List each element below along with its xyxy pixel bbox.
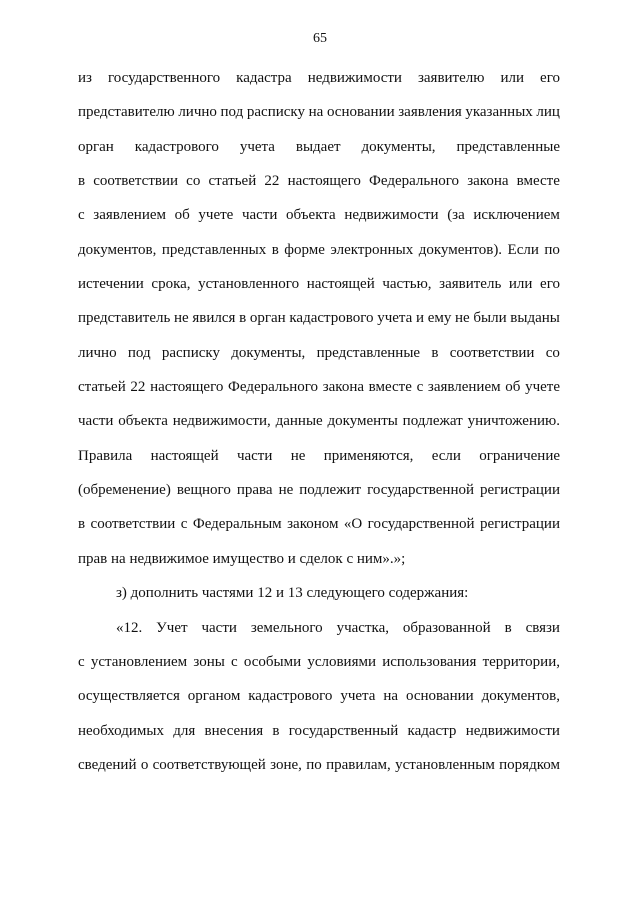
word: в bbox=[78, 516, 86, 533]
word: основании bbox=[326, 104, 395, 121]
word: недвижимости, bbox=[172, 413, 271, 430]
word: представителю bbox=[78, 104, 175, 121]
word: условиями bbox=[307, 653, 376, 670]
word: явился bbox=[192, 310, 236, 327]
page-number: 65 bbox=[313, 31, 327, 46]
word: подлежат bbox=[402, 413, 463, 430]
word: документы, bbox=[361, 138, 436, 155]
word: настоящего bbox=[287, 173, 361, 190]
word: документы bbox=[327, 413, 398, 430]
word: государственной bbox=[367, 516, 475, 533]
word: недвижимости bbox=[465, 722, 560, 739]
word: Правила bbox=[78, 447, 133, 464]
word: 22 bbox=[264, 173, 280, 190]
word: недвижимости bbox=[344, 207, 439, 224]
word: орган bbox=[249, 310, 286, 327]
word: представленные bbox=[456, 138, 560, 155]
word: на bbox=[383, 688, 399, 705]
text-line bbox=[78, 267, 560, 301]
word: его bbox=[540, 276, 560, 293]
word: для bbox=[173, 722, 196, 739]
word: документов, bbox=[481, 688, 560, 705]
word: лично bbox=[78, 344, 117, 361]
word: Учет bbox=[156, 619, 188, 636]
word: ограничение bbox=[479, 447, 560, 464]
word: на bbox=[308, 104, 324, 121]
text-line bbox=[78, 714, 560, 748]
word: части bbox=[236, 447, 273, 464]
word: внесения bbox=[204, 722, 264, 739]
word: зоне, bbox=[270, 756, 302, 773]
word: представленные bbox=[316, 344, 421, 361]
word: расписку bbox=[246, 104, 305, 121]
word: были bbox=[473, 310, 507, 327]
word: с bbox=[416, 379, 424, 396]
word: не bbox=[455, 310, 470, 327]
text-line bbox=[78, 473, 560, 507]
word: статьей bbox=[208, 173, 257, 190]
word: установленным bbox=[395, 756, 495, 773]
word: в bbox=[272, 722, 280, 739]
word: использования bbox=[382, 653, 477, 670]
text-line bbox=[78, 198, 560, 232]
word: по bbox=[306, 756, 322, 773]
word: применяются, bbox=[323, 447, 414, 464]
word: или bbox=[500, 70, 525, 86]
word: заявителю bbox=[417, 70, 485, 86]
word: права bbox=[236, 482, 273, 499]
word: из bbox=[78, 70, 92, 86]
word: заявления bbox=[398, 104, 462, 121]
text-line bbox=[78, 748, 560, 782]
word: учете bbox=[525, 379, 560, 396]
word: не bbox=[290, 447, 306, 464]
word: лично bbox=[178, 104, 217, 121]
word: «О bbox=[343, 516, 363, 533]
word: с bbox=[180, 516, 188, 533]
word: документы, bbox=[231, 344, 306, 361]
word: порядком bbox=[499, 756, 560, 773]
word: части bbox=[78, 413, 114, 430]
word: особыми bbox=[243, 653, 302, 670]
word: заявлением bbox=[93, 207, 167, 224]
word: документов, bbox=[78, 241, 157, 258]
word: срока, bbox=[151, 276, 191, 293]
word: электронных bbox=[330, 241, 414, 258]
word: Федерального bbox=[369, 173, 460, 190]
word: необходимых bbox=[78, 722, 164, 739]
word: по bbox=[544, 241, 560, 258]
word: кадастрового bbox=[134, 138, 219, 155]
word: органом bbox=[187, 688, 241, 705]
word: под bbox=[220, 104, 244, 121]
word: не bbox=[174, 310, 189, 327]
word: государственной bbox=[367, 482, 474, 499]
text-line bbox=[78, 233, 560, 267]
text-line bbox=[78, 130, 560, 164]
text-line bbox=[78, 95, 560, 129]
word: со bbox=[186, 173, 201, 190]
text-line bbox=[78, 542, 560, 576]
word: кадастрового bbox=[289, 310, 374, 327]
word: закона bbox=[322, 379, 365, 396]
word: указанных bbox=[465, 104, 533, 121]
word: части bbox=[201, 619, 237, 636]
word: настоящей bbox=[150, 447, 219, 464]
word: установленного bbox=[198, 276, 300, 293]
word: объекта bbox=[118, 413, 168, 430]
word: в bbox=[78, 173, 86, 190]
word: части bbox=[241, 207, 278, 224]
word: с bbox=[231, 653, 238, 670]
word: соответствии bbox=[449, 344, 535, 361]
word: вещного bbox=[176, 482, 231, 499]
text-line bbox=[78, 507, 560, 541]
word: Федеральным bbox=[192, 516, 282, 533]
word: не bbox=[278, 482, 294, 499]
word: «12. bbox=[116, 619, 143, 636]
word: с bbox=[78, 653, 85, 670]
text-line bbox=[78, 301, 560, 335]
word: в bbox=[271, 241, 279, 258]
word: учете bbox=[198, 207, 234, 224]
word: представитель bbox=[78, 310, 171, 327]
word: расписку bbox=[161, 344, 220, 361]
word: настоящего bbox=[150, 379, 224, 396]
word: заявлением bbox=[427, 379, 501, 396]
word: зоны bbox=[193, 653, 225, 670]
word: учета bbox=[340, 688, 376, 705]
word: земельного bbox=[250, 619, 323, 636]
line-text: з) дополнить частями 12 и 13 следующего содержания: bbox=[116, 585, 469, 602]
word: регистрации bbox=[480, 516, 560, 533]
word: государственный bbox=[288, 722, 399, 739]
word: лиц bbox=[536, 104, 560, 121]
word: с bbox=[78, 207, 85, 224]
word: со bbox=[545, 344, 560, 361]
text-line bbox=[78, 439, 560, 473]
word: в bbox=[239, 310, 247, 327]
word: об bbox=[174, 207, 190, 224]
word: территории, bbox=[482, 653, 560, 670]
word: его bbox=[540, 70, 560, 86]
word: о bbox=[140, 756, 149, 773]
word: осуществляется bbox=[78, 688, 180, 705]
word: выданы bbox=[510, 310, 560, 327]
word: если bbox=[431, 447, 461, 464]
word: об bbox=[505, 379, 521, 396]
text-line bbox=[78, 611, 560, 645]
word: связи bbox=[525, 619, 560, 636]
word: соответствии bbox=[93, 173, 179, 190]
word: регистрации bbox=[480, 482, 560, 499]
word: истечении bbox=[78, 276, 144, 293]
word: закона bbox=[467, 173, 509, 190]
word: участка, bbox=[336, 619, 389, 636]
text-line bbox=[78, 336, 560, 370]
word: статьей bbox=[78, 379, 126, 396]
word: в bbox=[504, 619, 512, 636]
text-line bbox=[78, 404, 560, 438]
word: кадастра bbox=[236, 70, 292, 86]
word: законом bbox=[287, 516, 339, 533]
word: учета bbox=[239, 138, 275, 155]
text-line bbox=[78, 61, 560, 95]
word: государственного bbox=[107, 70, 221, 86]
word: образованной bbox=[402, 619, 491, 636]
word: исключением bbox=[473, 207, 560, 224]
word: соответствующей bbox=[152, 756, 266, 773]
word: объекта bbox=[286, 207, 336, 224]
line-text: прав на недвижимое имущество и сделок с ним».»; bbox=[78, 550, 406, 567]
word: кадастрового bbox=[248, 688, 333, 705]
word: (за bbox=[447, 207, 465, 224]
word: ему bbox=[427, 310, 452, 327]
word: учета bbox=[377, 310, 413, 327]
word: или bbox=[508, 276, 533, 293]
word: заявитель bbox=[439, 276, 502, 293]
document-body bbox=[78, 61, 560, 782]
text-line bbox=[78, 576, 560, 610]
word: вместе bbox=[368, 379, 412, 396]
word: (обременение) bbox=[78, 482, 171, 499]
word: вместе bbox=[516, 173, 560, 190]
word: уничтожению. bbox=[467, 413, 560, 430]
word: кадастр bbox=[407, 722, 457, 739]
word: подлежит bbox=[299, 482, 362, 499]
word: в bbox=[431, 344, 439, 361]
word: соответствии bbox=[90, 516, 176, 533]
word: недвижимости bbox=[307, 70, 402, 86]
word: 22 bbox=[130, 379, 146, 396]
text-line bbox=[78, 164, 560, 198]
word: выдает bbox=[295, 138, 341, 155]
word: орган bbox=[78, 138, 114, 155]
word: данные bbox=[275, 413, 323, 430]
word: Если bbox=[507, 241, 539, 258]
word: форме bbox=[284, 241, 325, 258]
word: и bbox=[416, 310, 425, 327]
word: настоящей bbox=[306, 276, 375, 293]
word: сведений bbox=[78, 756, 137, 773]
word: основании bbox=[405, 688, 474, 705]
word: представленных bbox=[161, 241, 267, 258]
word: Федерального bbox=[228, 379, 319, 396]
word: установлением bbox=[90, 653, 188, 670]
word: под bbox=[127, 344, 151, 361]
text-line bbox=[78, 679, 560, 713]
word: документов). bbox=[418, 241, 503, 258]
text-line bbox=[78, 645, 560, 679]
word: частью, bbox=[382, 276, 432, 293]
word: правилам, bbox=[326, 756, 391, 773]
text-line bbox=[78, 370, 560, 404]
